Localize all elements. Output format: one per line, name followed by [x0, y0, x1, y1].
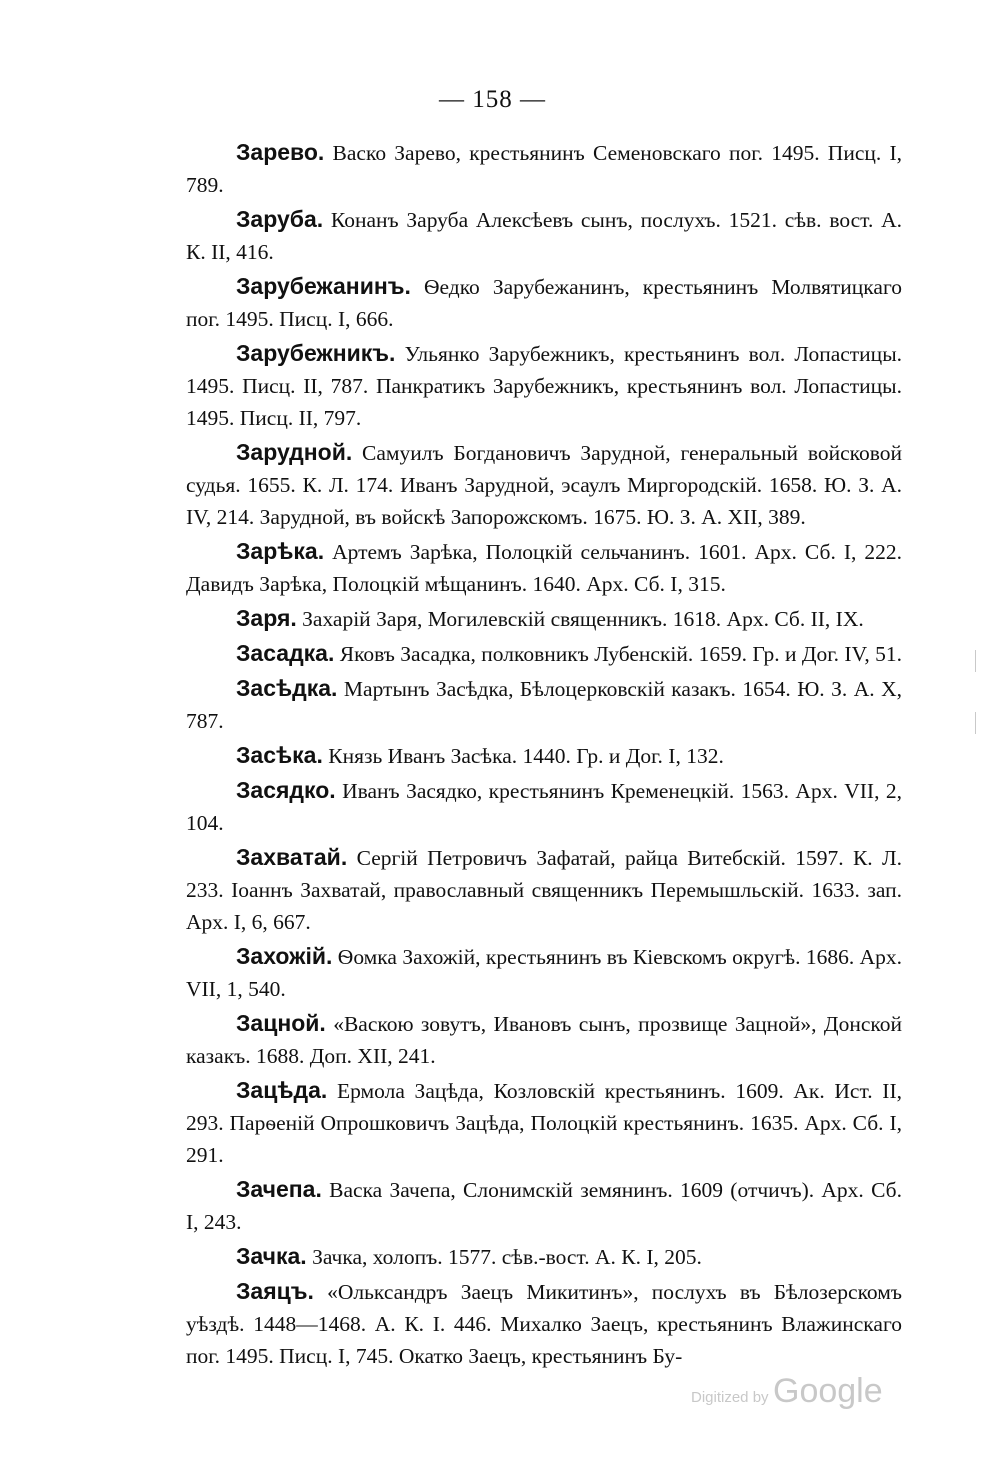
- entry-headword: Зарудной.: [236, 439, 353, 465]
- dictionary-entry: [186, 739, 902, 772]
- entry-text: Васка Зачепа, Слонимскій земянинъ. 1609 (отчичъ). Арх. Сб. I, 243.: [186, 1178, 902, 1234]
- entry-text: Князь Иванъ Засѣка. 1440. Гр. и Дог. I, 132.: [328, 744, 724, 768]
- dictionary-entry: [186, 637, 902, 670]
- entry-headword: Зарубежникъ.: [236, 340, 396, 366]
- dictionary-entry: [186, 602, 902, 635]
- dictionary-entry: [186, 1074, 902, 1171]
- entry-text: Конанъ Заруба Алексѣевъ сынъ, послухъ. 1521. сѣв. вост. А. К. II, 416.: [186, 208, 902, 264]
- dictionary-entry: [186, 1240, 902, 1273]
- entry-headword: Зарево.: [236, 139, 325, 165]
- dictionary-entry: [186, 136, 902, 201]
- entry-headword: Заяцъ.: [236, 1278, 314, 1304]
- dictionary-entry: [186, 270, 902, 335]
- entry-text: Мартынъ Засѣдка, Бѣлоцерковскій казакъ. 1654. Ю. З. А. X, 787.: [186, 677, 903, 733]
- entry-text: Ѳомка Захожій, крестьянинъ въ Кіевскомъ округѣ. 1686. Арх. VII, 1, 540.: [186, 945, 902, 1001]
- entry-text: «Ольксандръ Заецъ Микитинъ», послухъ въ Бѣлозерскомъ уѣздѣ. 1448—1468. А. К. I. 446. Михалко Заецъ, крестьянинъ Влажинскаго пог. 1495. Писц. I, 745. Окатко Заецъ, крестьянинъ Бу-: [186, 1280, 902, 1368]
- scan-artifact-marks: [975, 650, 977, 800]
- entry-text: Зачка, холопъ. 1577. сѣв.-вост. А. К. I, 205.: [312, 1245, 702, 1269]
- entry-text: Сергій Петровичъ Зафатай, райца Витебскій. 1597. К. Л. 233. Іоаннъ Захватай, православный священникъ Перемышльскій. 1633. зап. Арх. I, 6, 667.: [186, 846, 902, 934]
- page-number: — 158 —: [439, 86, 546, 113]
- dictionary-entry: [186, 940, 902, 1005]
- entry-headword: Заруба.: [236, 206, 324, 232]
- entry-text: Иванъ Засядко, крестьянинъ Кременецкій. 1563. Арх. VII, 2, 104.: [186, 779, 903, 835]
- entry-headword: Засѣка.: [236, 742, 323, 768]
- dictionary-entry: [186, 337, 902, 434]
- dictionary-entry: [186, 672, 902, 737]
- entry-headword: Зацной.: [236, 1010, 326, 1036]
- entry-text: Ульянко Зарубежникъ, крестьянинъ вол. Лопастицы. 1495. Писц. II, 787. Панкратикъ Зарубежникъ, крестьянинъ вол. Лопастицы. 1495. Писц. II, 797.: [186, 342, 903, 430]
- dictionary-entries: [186, 136, 902, 1374]
- entry-headword: Засадка.: [236, 640, 335, 666]
- entry-text: Ермола Зацѣда, Козловскій крестьянинъ. 1609. Ак. Ист. II, 293. Парѳеній Опрошковичъ Зацѣда, Полоцкій крестьянинъ. 1635. Арх. Сб. I, 291.: [186, 1079, 903, 1167]
- entry-text: Ѳедко Зарубежанинъ, крестьянинъ Молвятицкаго пог. 1495. Писц. I, 666.: [186, 275, 902, 331]
- entry-headword: Зачка.: [236, 1243, 307, 1269]
- entry-text: Захарій Заря, Могилевскій священникъ. 1618. Арх. Сб. II, IX.: [302, 607, 864, 631]
- dictionary-entry: [186, 535, 902, 600]
- entry-headword: Захватай.: [236, 844, 348, 870]
- dictionary-entry: [186, 203, 902, 268]
- entry-headword: Зарѣка.: [236, 538, 325, 564]
- entry-text: Васко Зарево, крестьянинъ Семеновскаго пог. 1495. Писц. I, 789.: [186, 141, 903, 197]
- dictionary-entry: [186, 841, 902, 938]
- entry-text: «Васкою зовутъ, Ивановъ сынъ, прозвище Зацной», Донской казакъ. 1688. Доп. XII, 241.: [186, 1012, 902, 1068]
- entry-headword: Захожій.: [236, 943, 333, 969]
- entry-headword: Засядко.: [236, 777, 336, 803]
- digitized-by-google-watermark: [691, 1372, 883, 1411]
- entry-text: Самуилъ Богдановичъ Зарудной, генеральный войсковой судья. 1655. К. Л. 174. Иванъ Зарудной, эсаулъ Миргородскій. 1658. Ю. З. А. IV, 214. Зарудной, въ войскѣ Запорожскомъ. 1675. Ю. З. А. XII, 389.: [186, 441, 902, 529]
- dictionary-entry: [186, 1173, 902, 1238]
- dictionary-entry: [186, 1007, 902, 1072]
- entry-headword: Зарубежанинъ.: [236, 273, 411, 299]
- watermark-prefix: Digitized by: [691, 1389, 769, 1406]
- entry-text: Яковъ Засадка, полковникъ Лубенскій. 1659. Гр. и Дог. IV, 51.: [339, 642, 902, 666]
- dictionary-entry: [186, 1275, 902, 1372]
- entry-headword: Зацѣда.: [236, 1077, 328, 1103]
- dictionary-entry: [186, 774, 902, 839]
- entry-headword: Засѣдка.: [236, 675, 338, 701]
- watermark-google: Google: [773, 1372, 883, 1410]
- entry-headword: Заря.: [236, 605, 297, 631]
- dictionary-entry: [186, 436, 902, 533]
- entry-text: Артемъ Зарѣка, Полоцкій сельчанинъ. 1601. Арх. Сб. I, 222. Давидъ Зарѣка, Полоцкій мѣщанинъ. 1640. Арх. Сб. I, 315.: [186, 540, 903, 596]
- entry-headword: Зачепа.: [236, 1176, 322, 1202]
